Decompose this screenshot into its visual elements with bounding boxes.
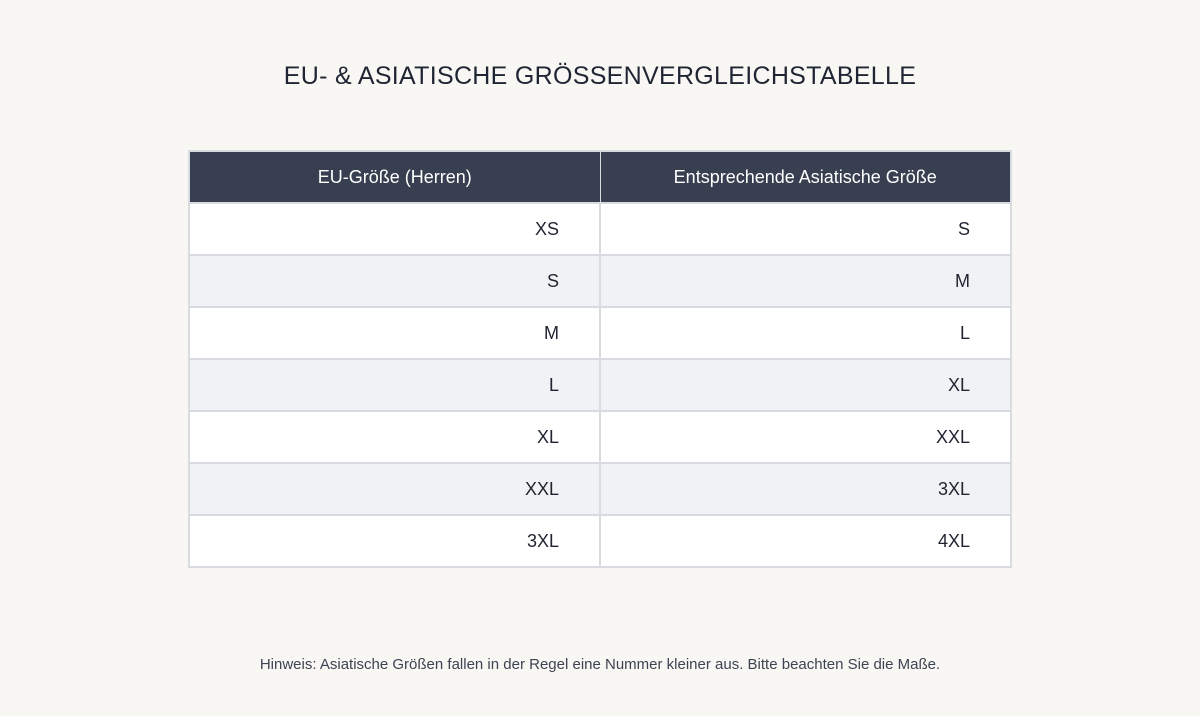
eu-size-cell: XL: [189, 411, 600, 463]
header-eu-size: EU-Größe (Herren): [189, 151, 600, 203]
table-row: [189, 255, 1011, 307]
asian-size-cell: S: [600, 203, 1011, 255]
asian-size-cell: XL: [600, 359, 1011, 411]
eu-size-cell: M: [189, 307, 600, 359]
table-row: [189, 203, 1011, 255]
eu-size-cell: XXL: [189, 463, 600, 515]
table-row: [189, 515, 1011, 567]
asian-size-cell: 3XL: [600, 463, 1011, 515]
table-row: [189, 411, 1011, 463]
eu-size-cell: 3XL: [189, 515, 600, 567]
eu-size-cell: L: [189, 359, 600, 411]
table-row: [189, 359, 1011, 411]
eu-size-cell: S: [189, 255, 600, 307]
header-asian-size: Entsprechende Asiatische Größe: [600, 151, 1011, 203]
eu-size-cell: XS: [189, 203, 600, 255]
asian-size-cell: M: [600, 255, 1011, 307]
table-row: [189, 463, 1011, 515]
table-row: [189, 307, 1011, 359]
table-header-row: [189, 151, 1011, 203]
asian-size-cell: XXL: [600, 411, 1011, 463]
asian-size-cell: 4XL: [600, 515, 1011, 567]
footnote: Hinweis: Asiatische Größen fallen in der Regel eine Nummer kleiner aus. Bitte beachten Sie die Maße.: [259, 656, 941, 673]
asian-size-cell: L: [600, 307, 1011, 359]
page-title: EU- & ASIATISCHE GRÖSSENVERGLEICHSTABELLE: [283, 62, 917, 90]
size-comparison-table: [188, 150, 1012, 568]
size-table: [188, 150, 1012, 568]
